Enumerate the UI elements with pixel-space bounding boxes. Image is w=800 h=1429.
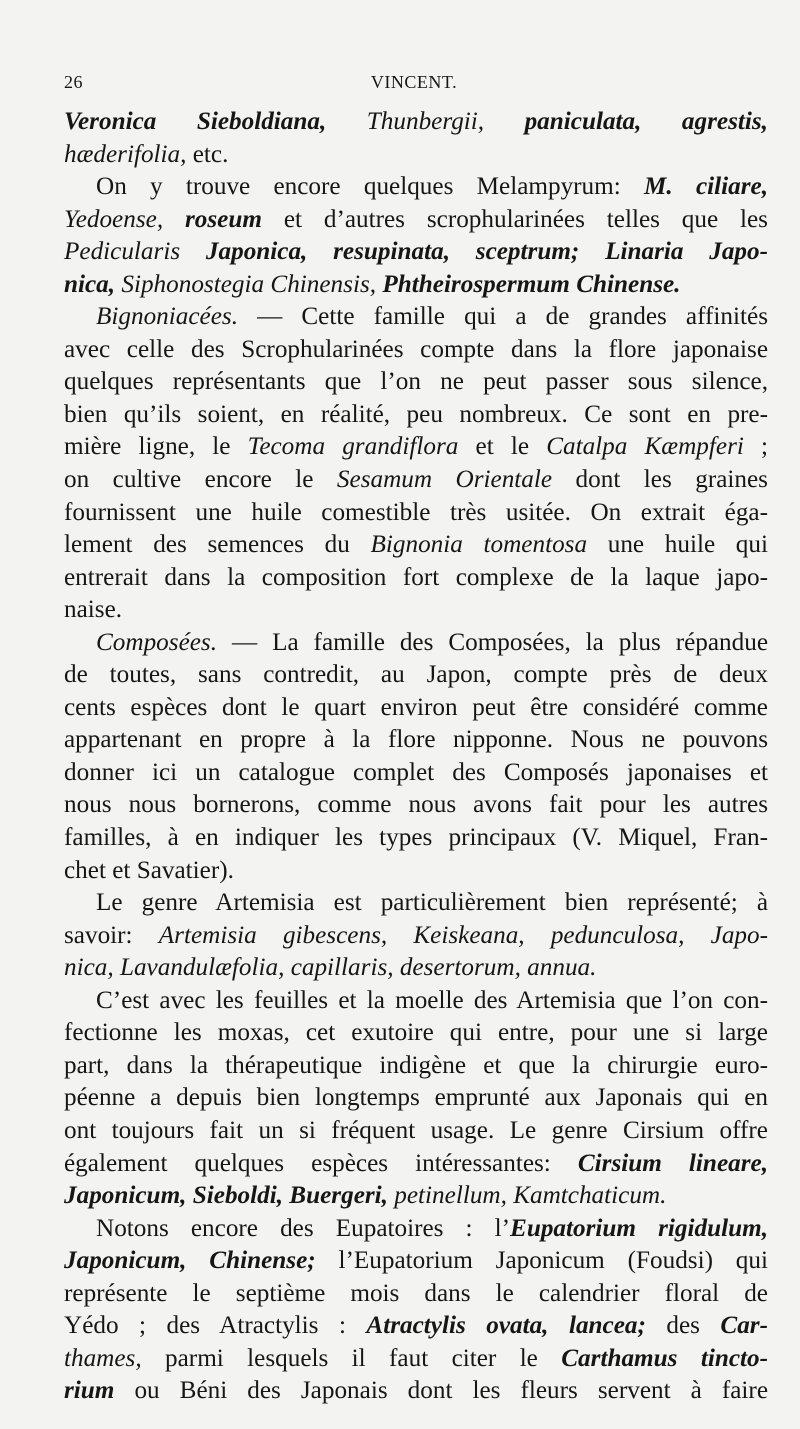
text-line (64, 1343, 768, 1376)
text-line (64, 139, 768, 172)
species-name: Catalpa Kæmpferi (546, 433, 744, 461)
text-line (64, 1017, 768, 1050)
species-name: Bignonia tomentosa (370, 531, 588, 559)
text-run: de toutes, sans contredit, au Japon, compte près de deux (64, 661, 768, 689)
text-run: cents espèces dont le quart environ peut être considéré comme (64, 693, 768, 721)
species-name: rium (64, 1377, 115, 1405)
text-line (64, 1310, 768, 1343)
text-line (64, 236, 768, 269)
text-line (64, 757, 768, 790)
text-run: On y trouve encore quelques Melampyrum: (96, 173, 644, 201)
text-run: péenne a depuis bien longtemps emprunté aux Japonais qui en (64, 1084, 768, 1112)
text-line (64, 334, 768, 367)
species-name: Cirsium lineare, (577, 1149, 768, 1177)
text-run: etc. (186, 140, 229, 168)
species-name: paniculata, agrestis, (524, 108, 768, 135)
text-line (64, 627, 768, 660)
text-line (64, 301, 768, 334)
text-line (64, 887, 768, 920)
body-text (64, 106, 768, 1408)
text-run: chet et Savatier). (64, 856, 234, 884)
text-run: Notons encore des Eupatoires : l’ (96, 1214, 511, 1242)
text-line (64, 659, 768, 692)
species-name: Yedoense, (64, 205, 185, 233)
species-name: Atractylis ovata, lancea; (366, 1312, 646, 1340)
running-title: VINCENT. (370, 72, 458, 92)
species-name: Eupatorium rigidulum, (510, 1214, 768, 1242)
page-number: 26 (64, 72, 83, 92)
text-line (64, 1375, 768, 1408)
species-name: Thunbergii, (366, 108, 525, 135)
text-line (64, 952, 768, 985)
text-run: représente le septième mois dans le calendrier floral de (64, 1279, 768, 1307)
text-run: — Cette famille qui a de grandes affinités (238, 303, 768, 331)
text-run: et d’autres scrophularinées telles que les (261, 205, 768, 233)
text-line (64, 171, 768, 204)
text-line (64, 594, 768, 627)
text-run: — La famille des Composées, la plus répandue (217, 628, 768, 656)
species-name: roseum (184, 205, 262, 233)
text-run: quelques représentants que l’on ne peut passer sous silence, (64, 368, 768, 396)
text-run: des (645, 1312, 721, 1340)
text-run: parmi lesquels il faut citer le (141, 1344, 562, 1372)
species-name: Siphonostegia Chinensis, (121, 270, 383, 298)
text-run: on cultive encore le (64, 466, 337, 494)
text-run: C’est avec les feuilles et la moelle des Artemisia que l’on con- (96, 986, 768, 1014)
text-run: ; (743, 433, 769, 461)
text-line (64, 1245, 768, 1278)
species-name: hæderifolia, (64, 140, 187, 168)
text-line (64, 724, 768, 757)
text-line (64, 1278, 768, 1311)
text-line (64, 1082, 768, 1115)
text-run: ou Béni des Japonais dont les fleurs servent à faire (114, 1377, 768, 1405)
text-line (64, 692, 768, 725)
text-line (64, 431, 768, 464)
text-run: appartenant en propre à la flore nipponne. Nous ne pouvons (64, 726, 768, 754)
text-run: donner ici un catalogue complet des Composés japonaises et (64, 758, 768, 786)
species-name: petinellum, Kamtchaticum. (394, 1182, 667, 1210)
species-name: Artemisia gibescens, Keiskeana, pedunculosa, Japo- (158, 921, 768, 949)
text-run: une huile qui (587, 531, 768, 559)
running-head (64, 72, 764, 98)
text-run: bien qu’ils soient, en réalité, peu nombreux. Ce sont en pre- (64, 400, 768, 428)
species-name: Pedicularis (64, 238, 206, 266)
text-run: lement des semences du (64, 531, 371, 559)
text-line (64, 1115, 768, 1148)
text-run: familles, à en indiquer les types principaux (V. Miquel, Fran- (64, 824, 768, 852)
text-run: naise. (64, 596, 123, 624)
species-name: Tecoma grandiflora (247, 433, 459, 461)
text-run: également quelques espèces intéressantes: (64, 1149, 578, 1177)
species-name: nica, Lavandulæfolia, capillaris, desertorum, annua. (64, 954, 597, 982)
species-name: thames, (64, 1344, 142, 1372)
text-run: l’Eupatorium Japonicum (Foudsi) qui (315, 1247, 768, 1275)
text-line (64, 269, 768, 302)
text-line (64, 204, 768, 237)
species-name: Japonicum, Sieboldi, Buergeri, (64, 1182, 395, 1210)
text-line (64, 1213, 768, 1246)
species-name: Composées. (96, 628, 218, 656)
text-run: ont toujours fait un si fréquent usage. Le genre Cirsium offre (64, 1116, 768, 1144)
text-line (64, 985, 768, 1018)
species-name: Bignoniacées. (96, 303, 238, 331)
text-run: fectionne les moxas, cet exutoire qui entre, pour une si large (64, 1019, 768, 1047)
text-run: Le genre Artemisia est particulièrement bien représenté; à (96, 889, 768, 917)
text-run: nous nous bornerons, comme nous avons fait pour les autres (64, 791, 768, 819)
species-name: M. ciliare, (644, 173, 768, 201)
text-line (64, 1148, 768, 1181)
text-line (64, 562, 768, 595)
text-run: entrerait dans la composition fort complexe de la laque japo- (64, 563, 768, 591)
text-line (64, 822, 768, 855)
species-name: nica, (64, 270, 122, 298)
text-run: part, dans la thérapeutique indigène et que la chirurgie euro- (64, 1051, 768, 1079)
text-run: mière ligne, le (64, 433, 248, 461)
text-run: fournissent une huile comestible très usitée. On extrait éga- (64, 498, 768, 526)
text-line (64, 789, 768, 822)
text-run: savoir: (64, 921, 159, 949)
text-line (64, 1050, 768, 1083)
species-name: Veronica Sieboldiana, (64, 108, 367, 135)
text-line (64, 399, 768, 432)
species-name: Phtheirospermum Chinense. (382, 270, 681, 298)
species-name: Japonicum, Chinense; (64, 1247, 316, 1275)
species-name: Sesamum Orientale (336, 466, 553, 494)
text-line (64, 366, 768, 399)
species-name: Japonica, resupinata, sceptrum; Linaria Japo- (205, 238, 769, 266)
text-line (64, 497, 768, 530)
text-line (64, 106, 768, 139)
species-name: Carthamus tincto- (561, 1344, 768, 1372)
text-line (64, 529, 768, 562)
text-line (64, 1180, 768, 1213)
text-run: et le (458, 433, 547, 461)
text-run: Yédo ; des Atractylis : (64, 1312, 367, 1340)
text-line (64, 920, 768, 953)
text-run: dont les graines (552, 466, 768, 494)
text-run: avec celle des Scrophularinées compte dans la flore japonaise (64, 335, 768, 363)
text-line (64, 464, 768, 497)
species-name: Car- (720, 1312, 768, 1340)
text-line (64, 855, 768, 888)
